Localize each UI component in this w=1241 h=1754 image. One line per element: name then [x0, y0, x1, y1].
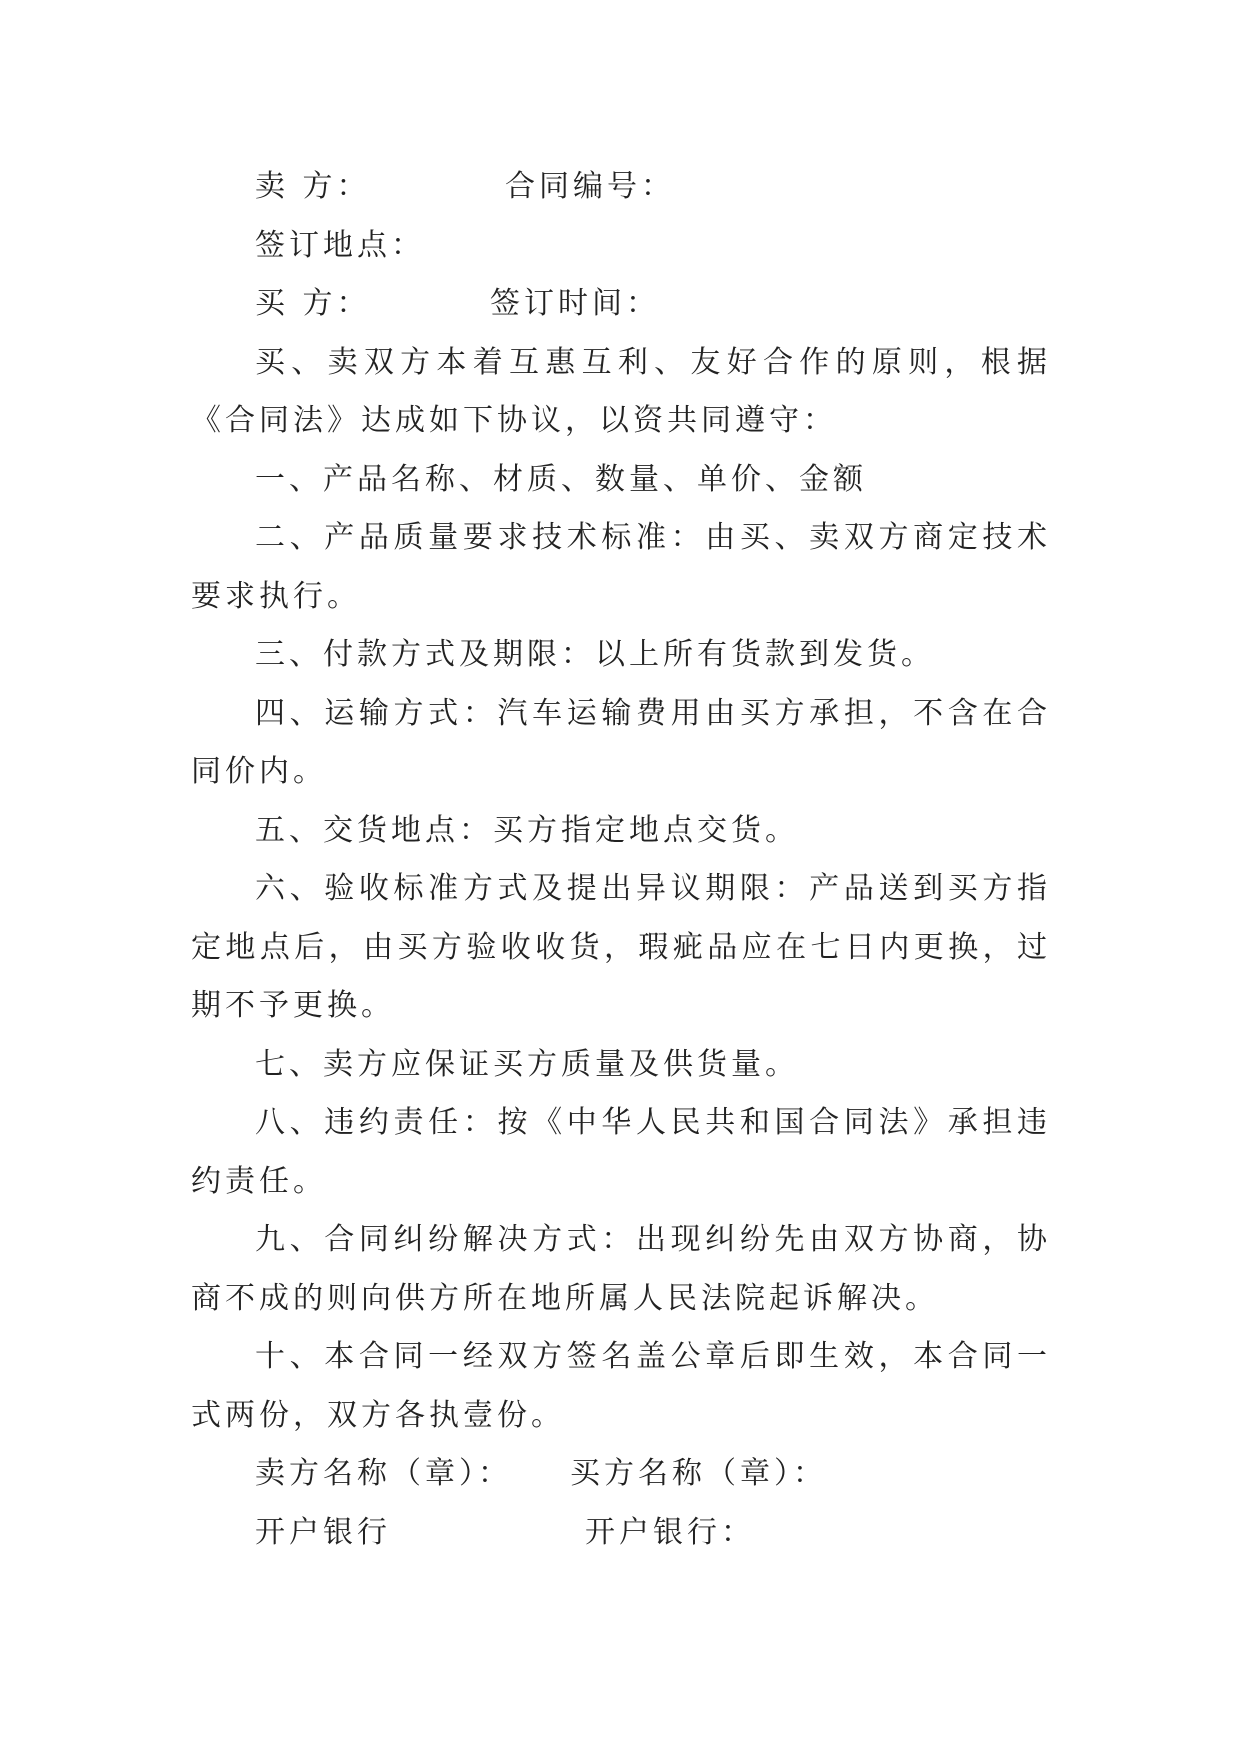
sign-place-label: 签订地点：: [255, 227, 425, 263]
sign-time-label: 签订时间：: [490, 286, 660, 321]
signature-row-banks: [191, 1504, 1051, 1563]
buyer-label: 买 方：: [255, 286, 371, 321]
header-row-sign-place: [191, 217, 1051, 276]
seller-label: 卖 方：: [255, 169, 371, 204]
seller-name-label: 卖方名称（章）：: [255, 1456, 512, 1491]
clause-7: 七、卖方应保证买方质量及供货量。: [255, 1046, 799, 1082]
clause-4: 四、运输方式：汽车运输费用由买方承担，不含在合同价内。: [191, 695, 1051, 789]
signature-row-names: [191, 1445, 1051, 1504]
clause-5: 五、交货地点：买方指定地点交货。: [255, 812, 799, 848]
seller-bank-label: 开户银行: [255, 1514, 391, 1550]
intro-paragraph: 买、卖双方本着互惠互利、友好合作的原则，根据《合同法》达成如下协议，以资共同遵守：: [191, 344, 1051, 438]
header-row-buyer: [191, 275, 1051, 334]
clause-3: 三、付款方式及期限：以上所有货款到发货。: [255, 637, 935, 672]
clause-2: 二、产品质量要求技术标准：由买、卖双方商定技术要求执行。: [191, 520, 1051, 614]
clause-1: 一、产品名称、材质、数量、单价、金额: [255, 461, 867, 497]
buyer-name-label: 买方名称（章）：: [570, 1456, 827, 1491]
buyer-bank-label: 开户银行：: [585, 1514, 755, 1550]
clause-8: 八、违约责任：按《中华人民共和国合同法》承担违约责任。: [191, 1105, 1051, 1199]
clause-6: 六、验收标准方式及提出异议期限：产品送到买方指定地点后，由买方验收收货，瑕疵品应在七日内更换，过期不予更换。: [191, 871, 1051, 1023]
contract-number-label: 合同编号：: [505, 169, 675, 204]
header-row-seller: [191, 158, 1051, 217]
clause-9: 九、合同纠纷解决方式：出现纠纷先由双方协商，协商不成的则向供方所在地所属人民法院起诉解决。: [191, 1222, 1051, 1316]
contract-body: [191, 158, 1051, 1562]
clause-10: 十、本合同一经双方签名盖公章后即生效，本合同一式两份，双方各执壹份。: [191, 1339, 1051, 1433]
